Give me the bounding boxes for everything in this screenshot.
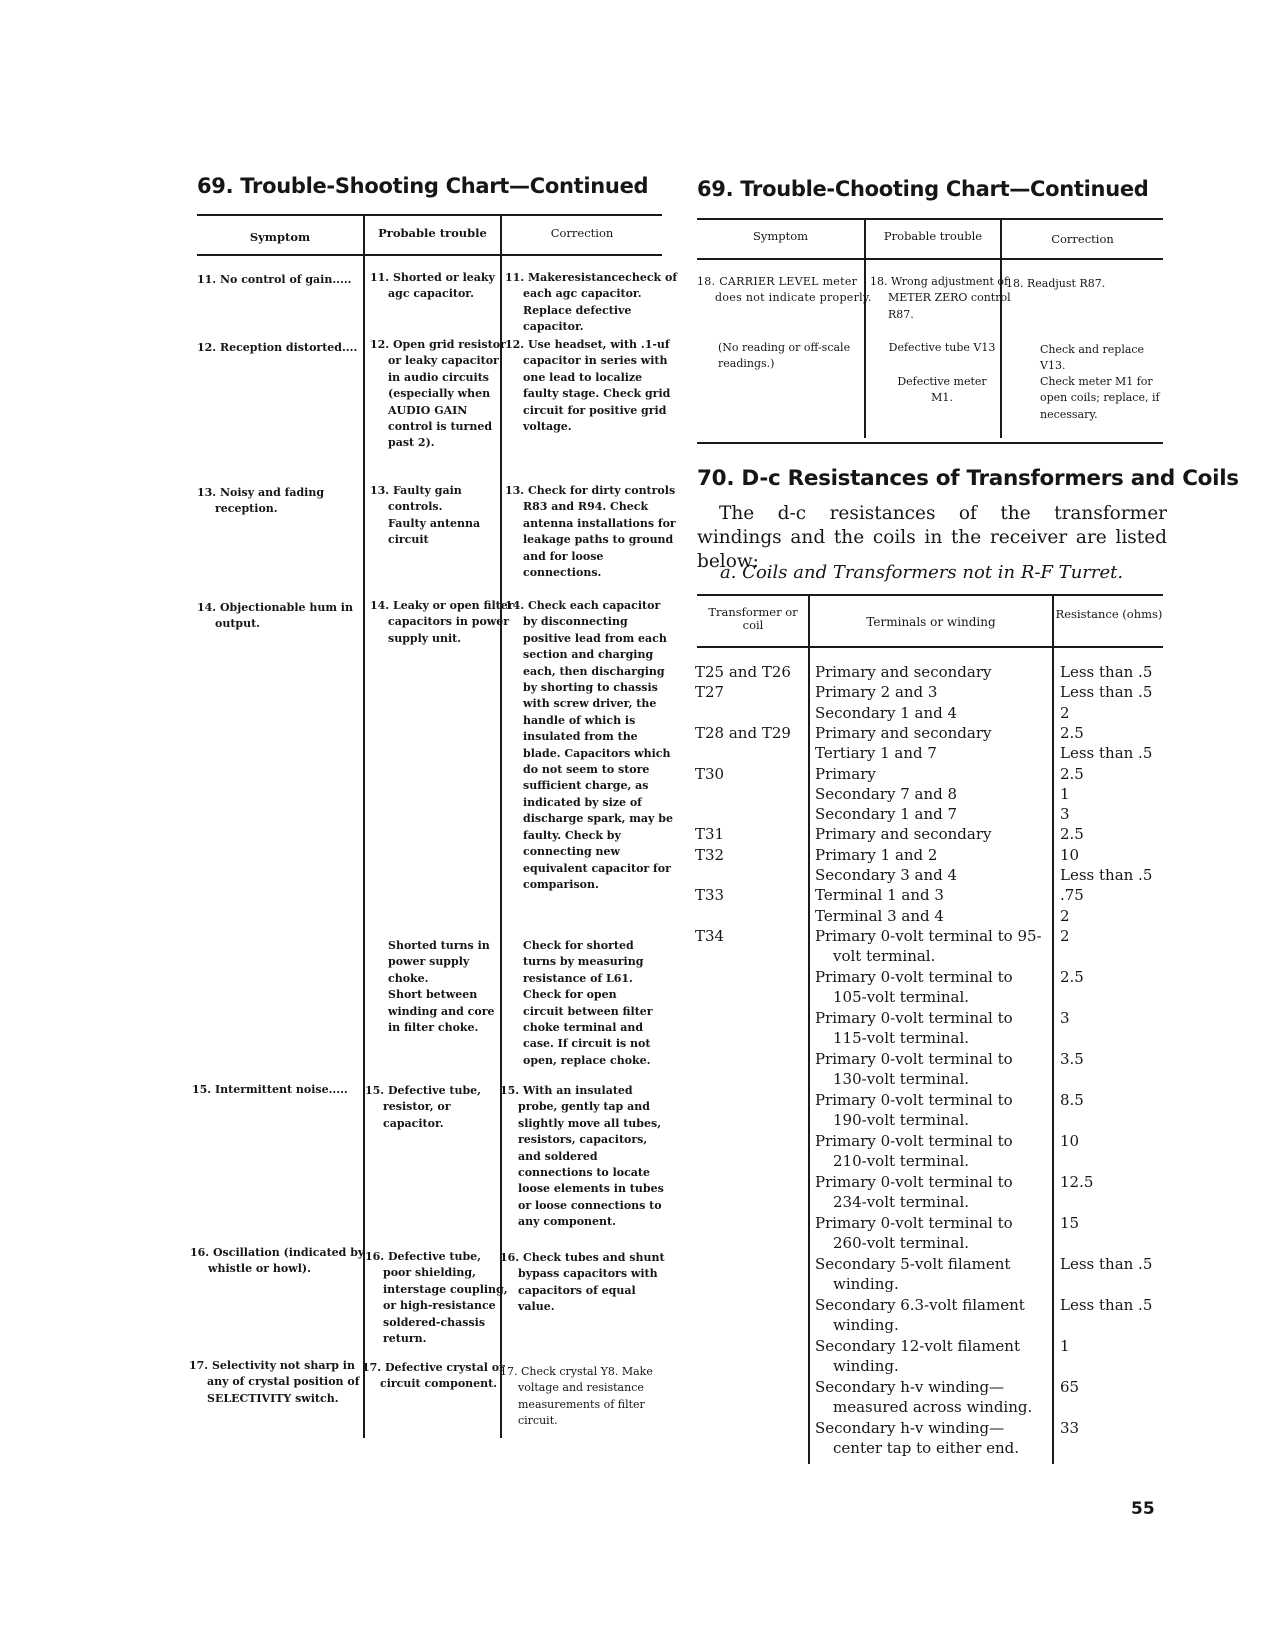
right-row-18-correction-3: Check meter M1 for open coils; replace, if necessary. bbox=[1040, 375, 1160, 421]
res-table-header-rule bbox=[697, 646, 1163, 648]
right-table-top-rule bbox=[697, 218, 1163, 220]
left-row-17-correction: 17. Check crystal Y8. Make voltage and resistance measurements of filter circuit. bbox=[500, 1365, 653, 1428]
left-row-12-trouble: 12. Open grid resistor or leaky capacitor in audio circuits (especially when AUDIO GAIN control is turned past 2). bbox=[370, 338, 506, 450]
left-row-17-trouble: 17. Defective crystal or circuit component. bbox=[362, 1361, 505, 1391]
left-row-16-trouble: 16. Defective tube, poor shielding, interstage coupling, or high-resistance soldered-chassis return. bbox=[365, 1250, 508, 1346]
res-row-terminals: Primary 0-volt terminal to 234-volt terminal. bbox=[815, 1172, 1013, 1211]
left-row-11-trouble: 11. Shorted or leaky agc capacitor. bbox=[370, 271, 495, 301]
res-row-resistance: Less than .5 bbox=[1060, 866, 1153, 884]
res-row-resistance: 2 bbox=[1060, 703, 1070, 722]
res-table-top-rule bbox=[697, 594, 1163, 596]
res-row-resistance: 2.5 bbox=[1060, 825, 1084, 844]
res-row-resistance: Less than .5 bbox=[1060, 744, 1153, 763]
res-row-terminals: Primary 0-volt terminal to 115-volt terminal. bbox=[815, 1008, 1013, 1047]
right-row-18-trouble-1: 18. Wrong adjustment of METER ZERO control R87. bbox=[870, 275, 1011, 321]
res-row-resistance: 65 bbox=[1060, 1377, 1080, 1396]
section-70-heading: 70. D-c Resistances of Transformers and Coils bbox=[697, 466, 1239, 491]
res-row-resistance: 3.5 bbox=[1060, 1049, 1084, 1068]
left-page-heading: 69. Trouble-Shooting Chart—Continued bbox=[197, 174, 649, 198]
res-row-terminals: Primary 1 and 2 bbox=[815, 845, 938, 864]
res-row-resistance: 10 bbox=[1060, 1131, 1080, 1150]
res-row-transformer: T31 bbox=[695, 825, 725, 844]
res-row-terminals: Primary and secondary bbox=[815, 825, 992, 844]
right-row-18-trouble-2: Defective tube V13 bbox=[888, 341, 996, 354]
left-row-15-correction: 15. With an insulated probe, gently tap and slightly move all tubes, resistors, capacitors, and soldered connections to locate loose elements in tubes or loose connections to any component. bbox=[500, 1084, 664, 1229]
left-row-14b-trouble: Shorted turns in power supply choke. Short between winding and core in filter choke. bbox=[388, 939, 495, 1035]
res-row-terminals: Secondary 3 and 4 bbox=[815, 866, 958, 884]
left-row-13-trouble: 13. Faulty gain controls. Faulty antenna circuit bbox=[370, 484, 481, 547]
res-row-resistance: 2 bbox=[1060, 906, 1070, 925]
right-table-bottom-rule bbox=[697, 442, 1163, 444]
res-row-transformer: T27 bbox=[695, 683, 725, 702]
res-row-terminals: Primary 0-volt terminal to 260-volt terminal. bbox=[815, 1213, 1013, 1252]
res-header-resistance: Resistance (ohms) bbox=[1055, 607, 1163, 621]
left-row-13-correction: 13. Check for dirty controls R83 and R94. Check antenna installations for leakage paths to ground and for loose connections. bbox=[505, 484, 676, 580]
left-row-15-symptom: 15. Intermittent noise..... bbox=[192, 1083, 348, 1096]
left-row-11-symptom: 11. No control of gain..... bbox=[197, 273, 352, 286]
res-row-terminals: Terminal 1 and 3 bbox=[815, 886, 944, 905]
left-row-14-trouble: 14. Leaky or open filter capacitors in power supply unit. bbox=[370, 599, 514, 645]
res-row-terminals: Primary 2 and 3 bbox=[815, 683, 938, 702]
left-row-15-trouble: 15. Defective tube, resistor, or capacitor. bbox=[365, 1084, 482, 1130]
res-row-resistance: 12.5 bbox=[1060, 1172, 1094, 1191]
res-row-terminals: Secondary 1 and 4 bbox=[815, 703, 958, 722]
res-row-terminals: Primary and secondary bbox=[815, 663, 992, 681]
right-table-header-rule bbox=[697, 258, 1163, 260]
res-row-terminals: Secondary 12-volt filament winding. bbox=[815, 1336, 1020, 1375]
res-row-transformer: T30 bbox=[695, 764, 725, 783]
res-row-resistance: 10 bbox=[1060, 845, 1080, 864]
right-row-18-correction-1: 18. Readjust R87. bbox=[1006, 277, 1106, 290]
res-row-terminals: Primary 0-volt terminal to 210-volt terminal. bbox=[815, 1131, 1013, 1170]
right-page-heading: 69. Trouble-Chooting Chart—Continued bbox=[697, 177, 1149, 201]
left-row-16-correction: 16. Check tubes and shunt bypass capacitors with capacitors of equal value. bbox=[500, 1251, 665, 1314]
right-row-18-correction-2: Check and replace V13. bbox=[1040, 343, 1145, 373]
right-header-trouble: Probable trouble bbox=[883, 229, 983, 243]
section-70-intro: The d-c resistances of the transformer windings and the coils in the receiver are listed below: bbox=[697, 503, 1167, 572]
res-row-terminals: Primary 0-volt terminal to 190-volt terminal. bbox=[815, 1090, 1013, 1129]
res-row-transformer: T34 bbox=[695, 926, 725, 945]
right-row-18-trouble-3: Defective meter M1. bbox=[897, 375, 987, 405]
res-table-divider-2 bbox=[1052, 594, 1054, 1464]
left-row-17-symptom: 17. Selectivity not sharp in any of crystal position of SELECTIVITY switch. bbox=[189, 1359, 360, 1405]
left-row-12-correction: 12. Use headset, with .1-uf capacitor in series with one lead to localize faulty stage. Check grid circuit for positive grid voltage. bbox=[505, 338, 671, 434]
page-number: 55 bbox=[1131, 1499, 1155, 1519]
res-row-resistance: .75 bbox=[1060, 886, 1084, 905]
res-row-terminals: Secondary 7 and 8 bbox=[815, 784, 958, 803]
res-row-resistance: Less than .5 bbox=[1060, 683, 1153, 702]
left-row-14b-correction: Check for shorted turns by measuring resistance of L61. Check for open circuit between filter choke terminal and case. If circuit is not open, replace choke. bbox=[523, 939, 653, 1067]
res-row-terminals: Secondary 1 and 7 bbox=[815, 805, 958, 824]
left-table-header-rule bbox=[197, 254, 662, 256]
right-table-divider-1 bbox=[864, 218, 866, 438]
left-row-14-correction: 14. Check each capacitor by disconnecting positive lead from each section and charging each, then discharging by shorting to chassis with screw driver, the handle of which is insulated from the blade. Capacitors which do not seem to store sufficient charge, as indicated by size of discharge spark, may be faulty. Check by connecting new equivalent capacitor for comparison. bbox=[505, 599, 673, 891]
res-header-terminals: Terminals or winding bbox=[866, 615, 996, 629]
res-row-resistance: 2.5 bbox=[1060, 967, 1084, 986]
left-row-16-symptom: 16. Oscillation (indicated by whistle or howl). bbox=[190, 1246, 365, 1276]
res-row-resistance: 3 bbox=[1060, 1008, 1070, 1027]
res-row-resistance: 3 bbox=[1060, 805, 1070, 824]
right-table-divider-2 bbox=[1000, 218, 1002, 438]
left-table-top-rule bbox=[197, 214, 662, 216]
right-row-18-symptom-note: (No reading or off-scale readings.) bbox=[718, 341, 851, 371]
res-row-resistance: 8.5 bbox=[1060, 1090, 1084, 1109]
res-row-resistance: 1 bbox=[1060, 1336, 1070, 1355]
left-row-12-symptom: 12. Reception distorted.... bbox=[197, 341, 358, 354]
res-row-transformer: T32 bbox=[695, 845, 725, 864]
res-row-terminals: Secondary h-v winding—center tap to either end. bbox=[815, 1418, 1020, 1457]
res-row-resistance: 15 bbox=[1060, 1213, 1080, 1232]
left-header-trouble: Probable trouble bbox=[378, 226, 487, 240]
res-table-divider-1 bbox=[808, 594, 810, 1464]
res-row-resistance: 2.5 bbox=[1060, 764, 1084, 783]
res-row-terminals: Tertiary 1 and 7 bbox=[815, 744, 937, 763]
left-header-symptom: Symptom bbox=[249, 230, 311, 244]
res-row-terminals: Terminal 3 and 4 bbox=[815, 906, 944, 925]
res-header-transformer-label: Transformer or coil bbox=[708, 605, 798, 632]
left-row-11-correction: 11. Makeresistancecheck of each agc capacitor. Replace defective capacitor. bbox=[505, 271, 678, 334]
res-row-transformer: T28 and T29 bbox=[695, 723, 791, 742]
left-row-14-symptom: 14. Objectionable hum in output. bbox=[197, 601, 353, 631]
res-row-resistance: 1 bbox=[1060, 784, 1070, 803]
res-row-resistance: 33 bbox=[1060, 1418, 1080, 1437]
res-row-transformer: T33 bbox=[695, 886, 725, 905]
right-row-18-symptom: 18. CARRIER LEVEL meter does not indicate properly. bbox=[697, 275, 872, 305]
res-row-resistance: Less than .5 bbox=[1060, 1254, 1153, 1273]
res-row-resistance: 2.5 bbox=[1060, 723, 1084, 742]
res-row-terminals: Secondary h-v winding—measured across winding. bbox=[815, 1377, 1033, 1416]
res-row-terminals: Primary 0-volt terminal to 105-volt terminal. bbox=[815, 967, 1013, 1006]
left-row-13-symptom: 13. Noisy and fading reception. bbox=[197, 486, 325, 516]
res-row-terminals: Primary and secondary bbox=[815, 723, 992, 742]
res-row-terminals: Secondary 6.3-volt filament winding. bbox=[815, 1295, 1025, 1334]
res-row-transformer: T25 and T26 bbox=[695, 663, 791, 681]
res-row-terminals: Primary bbox=[815, 764, 876, 783]
res-row-resistance: Less than .5 bbox=[1060, 1295, 1153, 1314]
res-row-resistance: Less than .5 bbox=[1060, 663, 1153, 681]
left-header-correction: Correction bbox=[550, 226, 614, 240]
res-row-resistance: 2 bbox=[1060, 926, 1070, 945]
right-header-correction: Correction bbox=[1051, 232, 1114, 246]
right-header-symptom: Symptom bbox=[752, 229, 809, 243]
res-row-terminals: Secondary 5-volt filament winding. bbox=[815, 1254, 1011, 1293]
section-70-subheading: a. Coils and Transformers not in R-F Turret. bbox=[720, 562, 1124, 583]
res-row-terminals: Primary 0-volt terminal to 95-volt terminal. bbox=[815, 926, 1042, 965]
res-row-terminals: Primary 0-volt terminal to 130-volt terminal. bbox=[815, 1049, 1013, 1088]
